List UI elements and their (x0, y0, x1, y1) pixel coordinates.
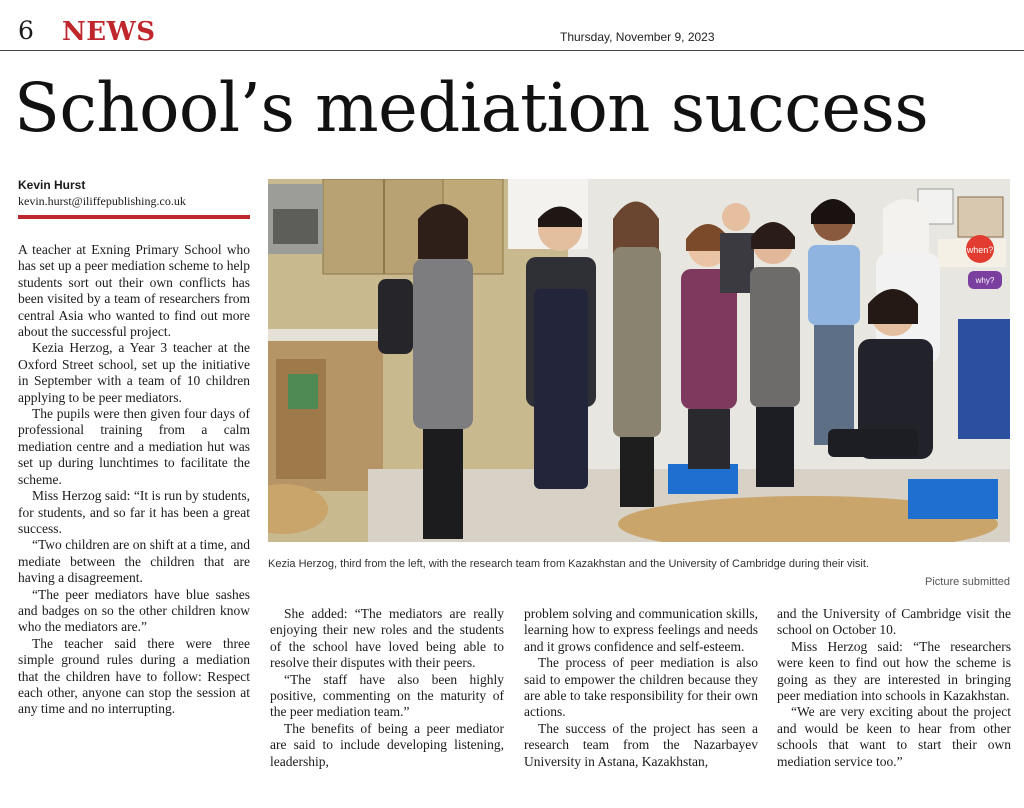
photo-caption: Kezia Herzog, third from the left, with the research team from Kazakhstan and the University of Cambridge during their visit. (268, 558, 869, 570)
paragraph: She added: “The mediators are really enjoying their new roles and the students of the school have loved being able to resolve their disputes with their peers. (270, 606, 504, 671)
paragraph: “We are very exciting about the project and would be keen to hear from other schools that want to start their own mediation service too.” (777, 704, 1011, 769)
paragraph: “The peer mediators have blue sashes and badges on so the other children know who the mediators are.” (18, 586, 250, 635)
paragraph: “Two children are on shift at a time, and mediate between the children that are having a disagreement. (18, 537, 250, 586)
section-label: NEWS (62, 17, 156, 47)
byline (18, 177, 250, 219)
author-name: Kevin Hurst (18, 178, 86, 192)
paragraph: A teacher at Exning Primary School who has set up a peer mediation scheme to help students sort out their own conflicts has been visited by a team of researchers from central Asia who wanted to find out more about the successful project. (18, 242, 250, 340)
paragraph: Miss Herzog said: “It is run by students, for students, and so far it has been a great success. (18, 488, 250, 536)
paragraph: The teacher said there were three simple ground rules during a mediation that the children have to follow: Respect each other, anyone can stop the session at any time and no interrupting. (18, 635, 250, 717)
header-rule (0, 50, 1024, 51)
paragraph: Miss Herzog said: “The researchers were keen to find out how the scheme is going as they are interested in bringing peer mediation into schools in Kazakhstan. (777, 638, 1011, 704)
paragraph: and the University of Cambridge visit the school on October 10. (777, 606, 1011, 638)
classroom-group-photo (268, 179, 1010, 542)
photo-credit: Picture submitted (925, 576, 1010, 588)
wall-sign-when: when? (966, 245, 994, 255)
byline-rule (18, 215, 250, 219)
paragraph: problem solving and communication skills, learning how to express feelings and needs and it grows confidence and self-esteem. (524, 606, 758, 654)
article-photo (268, 179, 1010, 542)
page-number: 6 (18, 16, 34, 45)
article-column-1 (18, 242, 250, 788)
person-5 (720, 203, 754, 293)
paragraph: The pupils were then given four days of professional training from a calm mediation centre and a mediation hut was set up during lunchtimes to facilitate the scheme. (18, 406, 250, 487)
article-column-3 (524, 606, 758, 790)
paragraph: The process of peer mediation is also said to empower the children because they are able to take responsibility for their own actions. (524, 655, 758, 720)
paragraph: Kezia Herzog, a Year 3 teacher at the Oxford Street school, set up the initiative in September with a team of 10 children applying to be peer mediators. (18, 340, 250, 405)
article-column-4 (777, 606, 1011, 790)
wall-sign-why: why? (975, 276, 995, 285)
person-3 (613, 202, 661, 508)
author-email: kevin.hurst@iliffepublishing.co.uk (18, 194, 186, 208)
paragraph: The success of the project has seen a research team from the Nazarbayev University in Astana, Kazakhstan, (524, 720, 758, 769)
paragraph: The benefits of being a peer mediator are said to include developing listening, leadership, (270, 720, 504, 769)
article-column-2 (270, 606, 504, 790)
headline: School’s mediation success (14, 69, 929, 147)
paragraph: “The staff have also been highly positive, commenting on the maturity of the peer mediation team.” (270, 671, 504, 720)
publication-date: Thursday, November 9, 2023 (560, 30, 715, 44)
